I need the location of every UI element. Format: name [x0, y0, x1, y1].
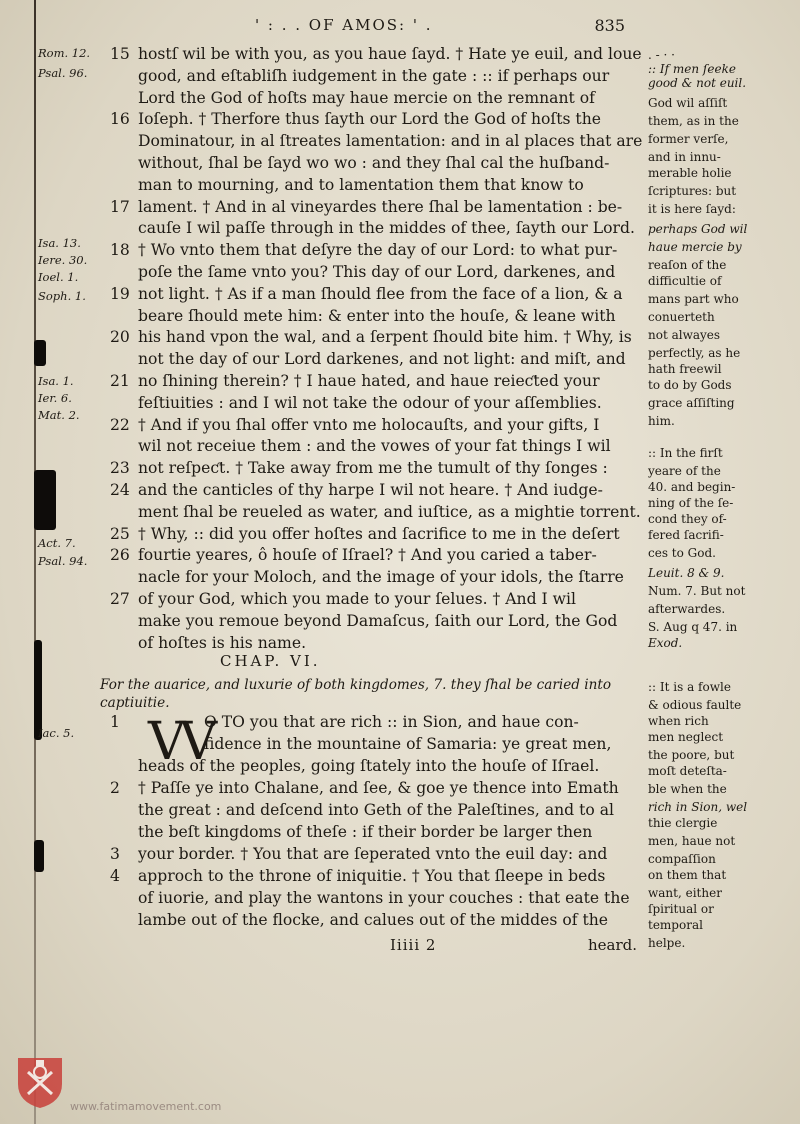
- margin-note-line: when rich: [648, 714, 709, 728]
- line-text: Dominatour, in al ſtreates lamentation: and in al places that are: [138, 132, 643, 151]
- ink-blot: [34, 640, 42, 740]
- verse-number: 24: [110, 481, 130, 499]
- verse-number: 19: [110, 284, 130, 303]
- line-text: good, and eſtabliſh iudgement in the gate : :: if perhaps our: [138, 66, 610, 85]
- catchword: heard.: [588, 936, 638, 954]
- line-text: poſe the ſame vnto you? This day of our Lord, darkenes, and: [138, 263, 616, 281]
- margin-note-line: former verſe,: [648, 132, 729, 146]
- margin-note-line: ning of the ſe-: [648, 496, 734, 510]
- line-text: nacle for your Moloch, and the image of your idols, the ſtarre: [138, 568, 624, 587]
- text-line: [104, 436, 611, 456]
- margin-note-line: perfectly, as he: [648, 346, 741, 360]
- margin-note-line: Num. 7. But not: [648, 584, 746, 598]
- margin-note-line: good & not euil.: [648, 76, 747, 90]
- verse-number: 26: [110, 546, 130, 565]
- margin-note-line: mans part who: [648, 292, 739, 306]
- line-text: lament. † And in al vineyardes there ſhal be lamentation : be-: [138, 197, 623, 216]
- margin-ref: Ier. 6.: [38, 391, 72, 405]
- margin-note-line: ſpiritual or: [648, 902, 714, 916]
- margin-note-line: moſt deteſta-: [648, 764, 727, 778]
- chapter-heading: CHAP. VI.: [220, 652, 321, 670]
- margin-note-line: helpe.: [648, 936, 686, 950]
- papal-keys-emblem-icon: [14, 1054, 66, 1110]
- margin-note-line: afterwardes.: [648, 602, 726, 616]
- margin-note-line: fered ſacrifi-: [648, 528, 724, 542]
- running-title: ' : . . OF AMOS: ' .: [255, 16, 433, 34]
- text-line: [104, 844, 607, 864]
- verse-number: 22: [110, 415, 130, 434]
- margin-ref: Mat. 2.: [38, 408, 80, 422]
- binding-gutter: [34, 0, 36, 1124]
- text-line: [104, 756, 599, 776]
- line-text: hostſ wil be with you, as you haue ſayd. † Hate ye euil, and loue: [138, 45, 642, 63]
- margin-note-line: :: It is a fowle: [648, 680, 731, 694]
- margin-note-line: 40. and begin-: [648, 480, 736, 494]
- margin-note-line: yeare of the: [648, 464, 721, 478]
- text-line: [104, 109, 601, 129]
- margin-note-line: conuerteth: [648, 310, 715, 324]
- text-line: [104, 910, 608, 930]
- margin-note-line: . - · ·: [648, 48, 675, 62]
- text-line: [104, 284, 623, 304]
- margin-note-line: :: If men ſeeke: [648, 62, 736, 76]
- verse-number: 18: [110, 241, 130, 260]
- margin-note-line: Exod.: [648, 636, 683, 650]
- line-text: beare ſhould mete him: & enter into the houſe, & leane with: [138, 306, 616, 325]
- margin-note-line: S. Aug q 47. in: [648, 620, 738, 634]
- verse-number: 21: [110, 372, 130, 390]
- text-line: [104, 371, 600, 391]
- drop-cap: VV: [148, 712, 212, 772]
- text-line: [104, 611, 617, 631]
- line-text: the great : and deſcend into Geth of the Paleſtines, and to al: [138, 801, 614, 819]
- text-line: [104, 153, 609, 173]
- line-text: † Why, :: did you offer hoſtes and ſacrifice to me in the deſert: [138, 524, 620, 543]
- line-text: Ioſeph. † Therfore thus ſayth our Lord the God of hoſts the: [138, 110, 601, 129]
- line-text: heads of the peoples, going ſtately into the houſe of Iſrael.: [138, 757, 600, 775]
- line-text: cauſe I wil paſſe through in the middes of thee, ſayth our Lord.: [138, 219, 635, 238]
- text-line: [104, 175, 584, 195]
- margin-note-line: not alwayes: [648, 328, 721, 342]
- verse-number: 15: [110, 45, 130, 63]
- line-text: of your God, which you made to your ſelues. † And I wil: [138, 590, 576, 608]
- line-text: not the day of our Lord darkenes, and not light: and miſt, and: [138, 350, 626, 369]
- margin-note-line: men neglect: [648, 730, 724, 744]
- line-text: and the canticles of thy harpe I wil not heare. † And iudge-: [138, 481, 603, 499]
- signature-mark: Iiiii 2: [390, 936, 437, 954]
- text-line: [104, 778, 619, 798]
- margin-ref: Psal. 94.: [38, 554, 88, 568]
- line-text: your border. † You that are ſeperated vnto the euil day: and: [138, 845, 608, 863]
- margin-ref: Psal. 96.: [38, 66, 88, 80]
- line-text: O TO you that are rich :: in Sion, and haue con-: [204, 713, 579, 731]
- text-line: [104, 197, 622, 217]
- margin-note-line: merable holie: [648, 166, 732, 180]
- verse-number: 16: [110, 110, 130, 129]
- text-line: [104, 567, 624, 587]
- margin-note-line: God wil aſſiſt: [648, 96, 728, 110]
- text-line: [104, 502, 641, 522]
- text-line: [104, 712, 579, 732]
- line-text: not light. † As if a man ſhould flee from the face of a lion, & a: [138, 284, 623, 303]
- verse-number: 1: [110, 713, 120, 731]
- margin-note-line: men, haue not: [648, 834, 736, 848]
- text-line: [104, 66, 609, 86]
- line-text: † Wo vnto them that deſyre the day of our Lord: to what pur-: [138, 241, 618, 260]
- text-line: [104, 262, 615, 282]
- margin-note-line: perhaps God wil: [648, 222, 748, 236]
- line-text: wil not receiue them : and the vowes of your fat things I wil: [138, 437, 611, 456]
- margin-note-line: :: In the firſt: [648, 446, 723, 460]
- text-line: [104, 218, 635, 238]
- line-text: fourtie yeares, ô houſe of Iſrael? † And you caried a taber-: [138, 546, 597, 565]
- margin-note-line: cond they of-: [648, 512, 727, 526]
- margin-note-line: ſcriptures: but: [648, 184, 737, 198]
- margin-ref: Iere. 30.: [38, 253, 88, 267]
- line-text: make you remoue beyond Damaſcus, ſaith our Lord, the God: [138, 611, 618, 630]
- watermark: www.fatimamovement.com: [70, 1100, 222, 1113]
- text-line: [104, 800, 614, 820]
- ink-blot: [34, 470, 56, 530]
- running-header: [255, 16, 625, 40]
- margin-note-line: hath freewil: [648, 362, 722, 376]
- margin-note-line: and in innu-: [648, 150, 721, 164]
- margin-note-line: Leuit. 8 & 9.: [648, 566, 725, 580]
- line-text: no ſhining therein? † I haue hated, and haue reieƈted your: [138, 372, 600, 390]
- text-line: [104, 131, 642, 151]
- text-line: [104, 458, 608, 478]
- text-line: [104, 734, 611, 754]
- margin-note-line: rich in Sion, wel: [648, 800, 748, 814]
- verse-number: 2: [110, 779, 120, 797]
- verse-number: 17: [110, 197, 130, 216]
- line-text: approch to the throne of iniquitie. † You that ſleepe in beds: [138, 867, 606, 885]
- chapter-argument: For the auarice, and luxurie of both kingdomes, 7. they ſhal be caried into captiuitie.: [100, 677, 612, 711]
- ink-blot: [34, 340, 46, 366]
- margin-note-line: reaſon of the: [648, 258, 727, 272]
- line-text: of iuorie, and play the wantons in your couches : that eate the: [138, 889, 630, 907]
- margin-ref: Ioel. 1.: [38, 270, 79, 284]
- margin-ref: Isa. 1.: [38, 374, 74, 388]
- line-text: feſtiuities : and I wil not take the odour of your aſſemblies.: [138, 393, 602, 412]
- verse-number: 23: [110, 459, 130, 478]
- text-line: [104, 480, 603, 500]
- line-text: his hand vpon the wal, and a ſerpent ſhould bite him. † Why, is: [138, 328, 632, 347]
- text-line: [104, 393, 602, 413]
- text-line: [104, 822, 592, 842]
- line-text: † And if you ſhal offer vnto me holocauſts, and your gifts, I: [138, 415, 600, 434]
- line-text: Lord the God of hoſts may haue mercie on the remnant of: [138, 88, 595, 107]
- ink-blot: [34, 840, 44, 872]
- margin-ref: Isa. 13.: [38, 236, 81, 250]
- margin-note-line: it is here ſayd:: [648, 202, 736, 216]
- margin-note-line: & odious faulte: [648, 698, 742, 712]
- text-line: [104, 589, 576, 609]
- line-text: of hoſtes is his name.: [138, 633, 307, 652]
- margin-ref: Act. 7.: [38, 536, 76, 550]
- line-text: fidence in the mountaine of Samaria: ye great men,: [204, 735, 612, 753]
- text-line: [104, 349, 626, 369]
- margin-note-line: want, either: [648, 886, 722, 900]
- line-text: † Paſſe ye into Chalane, and ſee, & goe ye thence into Emath: [138, 779, 619, 797]
- text-line: [104, 306, 616, 326]
- margin-ref: Soph. 1.: [38, 289, 86, 303]
- margin-note-line: difficultie of: [648, 274, 722, 288]
- text-line: [104, 44, 642, 64]
- margin-ref: Rom. 12.: [38, 46, 91, 60]
- line-text: not reſpeƈt. † Take away from me the tumult of thy ſonges :: [138, 459, 608, 478]
- verse-number: 25: [110, 524, 130, 543]
- margin-note-line: grace aſſiſting: [648, 396, 735, 410]
- margin-note-line: haue mercie by: [648, 240, 742, 254]
- text-line: [104, 327, 632, 347]
- page-number: 835: [594, 16, 625, 35]
- text-line: [104, 240, 617, 260]
- margin-note-line: the poore, but: [648, 748, 735, 762]
- margin-note-line: on them that: [648, 868, 727, 882]
- text-line: [104, 415, 599, 435]
- margin-note-line: him.: [648, 414, 675, 428]
- verse-number: 20: [110, 328, 130, 347]
- line-text: ment ſhal be reueled as water, and iuſtice, as a mightie torrent.: [138, 502, 641, 521]
- verse-number: 4: [110, 867, 120, 885]
- verse-number: 3: [110, 845, 120, 863]
- verse-number: 27: [110, 590, 130, 608]
- text-line: [104, 545, 597, 565]
- line-text: the beſt kingdoms of theſe : if their border be larger then: [138, 823, 593, 841]
- text-line: [104, 888, 630, 908]
- line-text: without, ſhal be ſayd wo wo : and they ſhal cal the huſband-: [138, 154, 610, 172]
- margin-note-line: to do by Gods: [648, 378, 732, 392]
- margin-note-line: them, as in the: [648, 114, 739, 128]
- margin-note-line: thie clergie: [648, 816, 718, 830]
- margin-note-line: ces to God.: [648, 546, 716, 560]
- line-text: lambe out of the flocke, and calues out of the middes of the: [138, 911, 608, 929]
- text-line: [104, 633, 306, 653]
- text-line: [104, 866, 605, 886]
- margin-note-line: ble when the: [648, 782, 727, 796]
- margin-note-line: temporal: [648, 918, 703, 932]
- margin-ref: Iac. 5.: [38, 726, 75, 740]
- line-text: man to mourning, and to lamentation them that know to: [138, 175, 584, 194]
- text-line: [104, 88, 595, 108]
- text-line: [104, 524, 620, 544]
- margin-note-line: compaſſion: [648, 852, 716, 866]
